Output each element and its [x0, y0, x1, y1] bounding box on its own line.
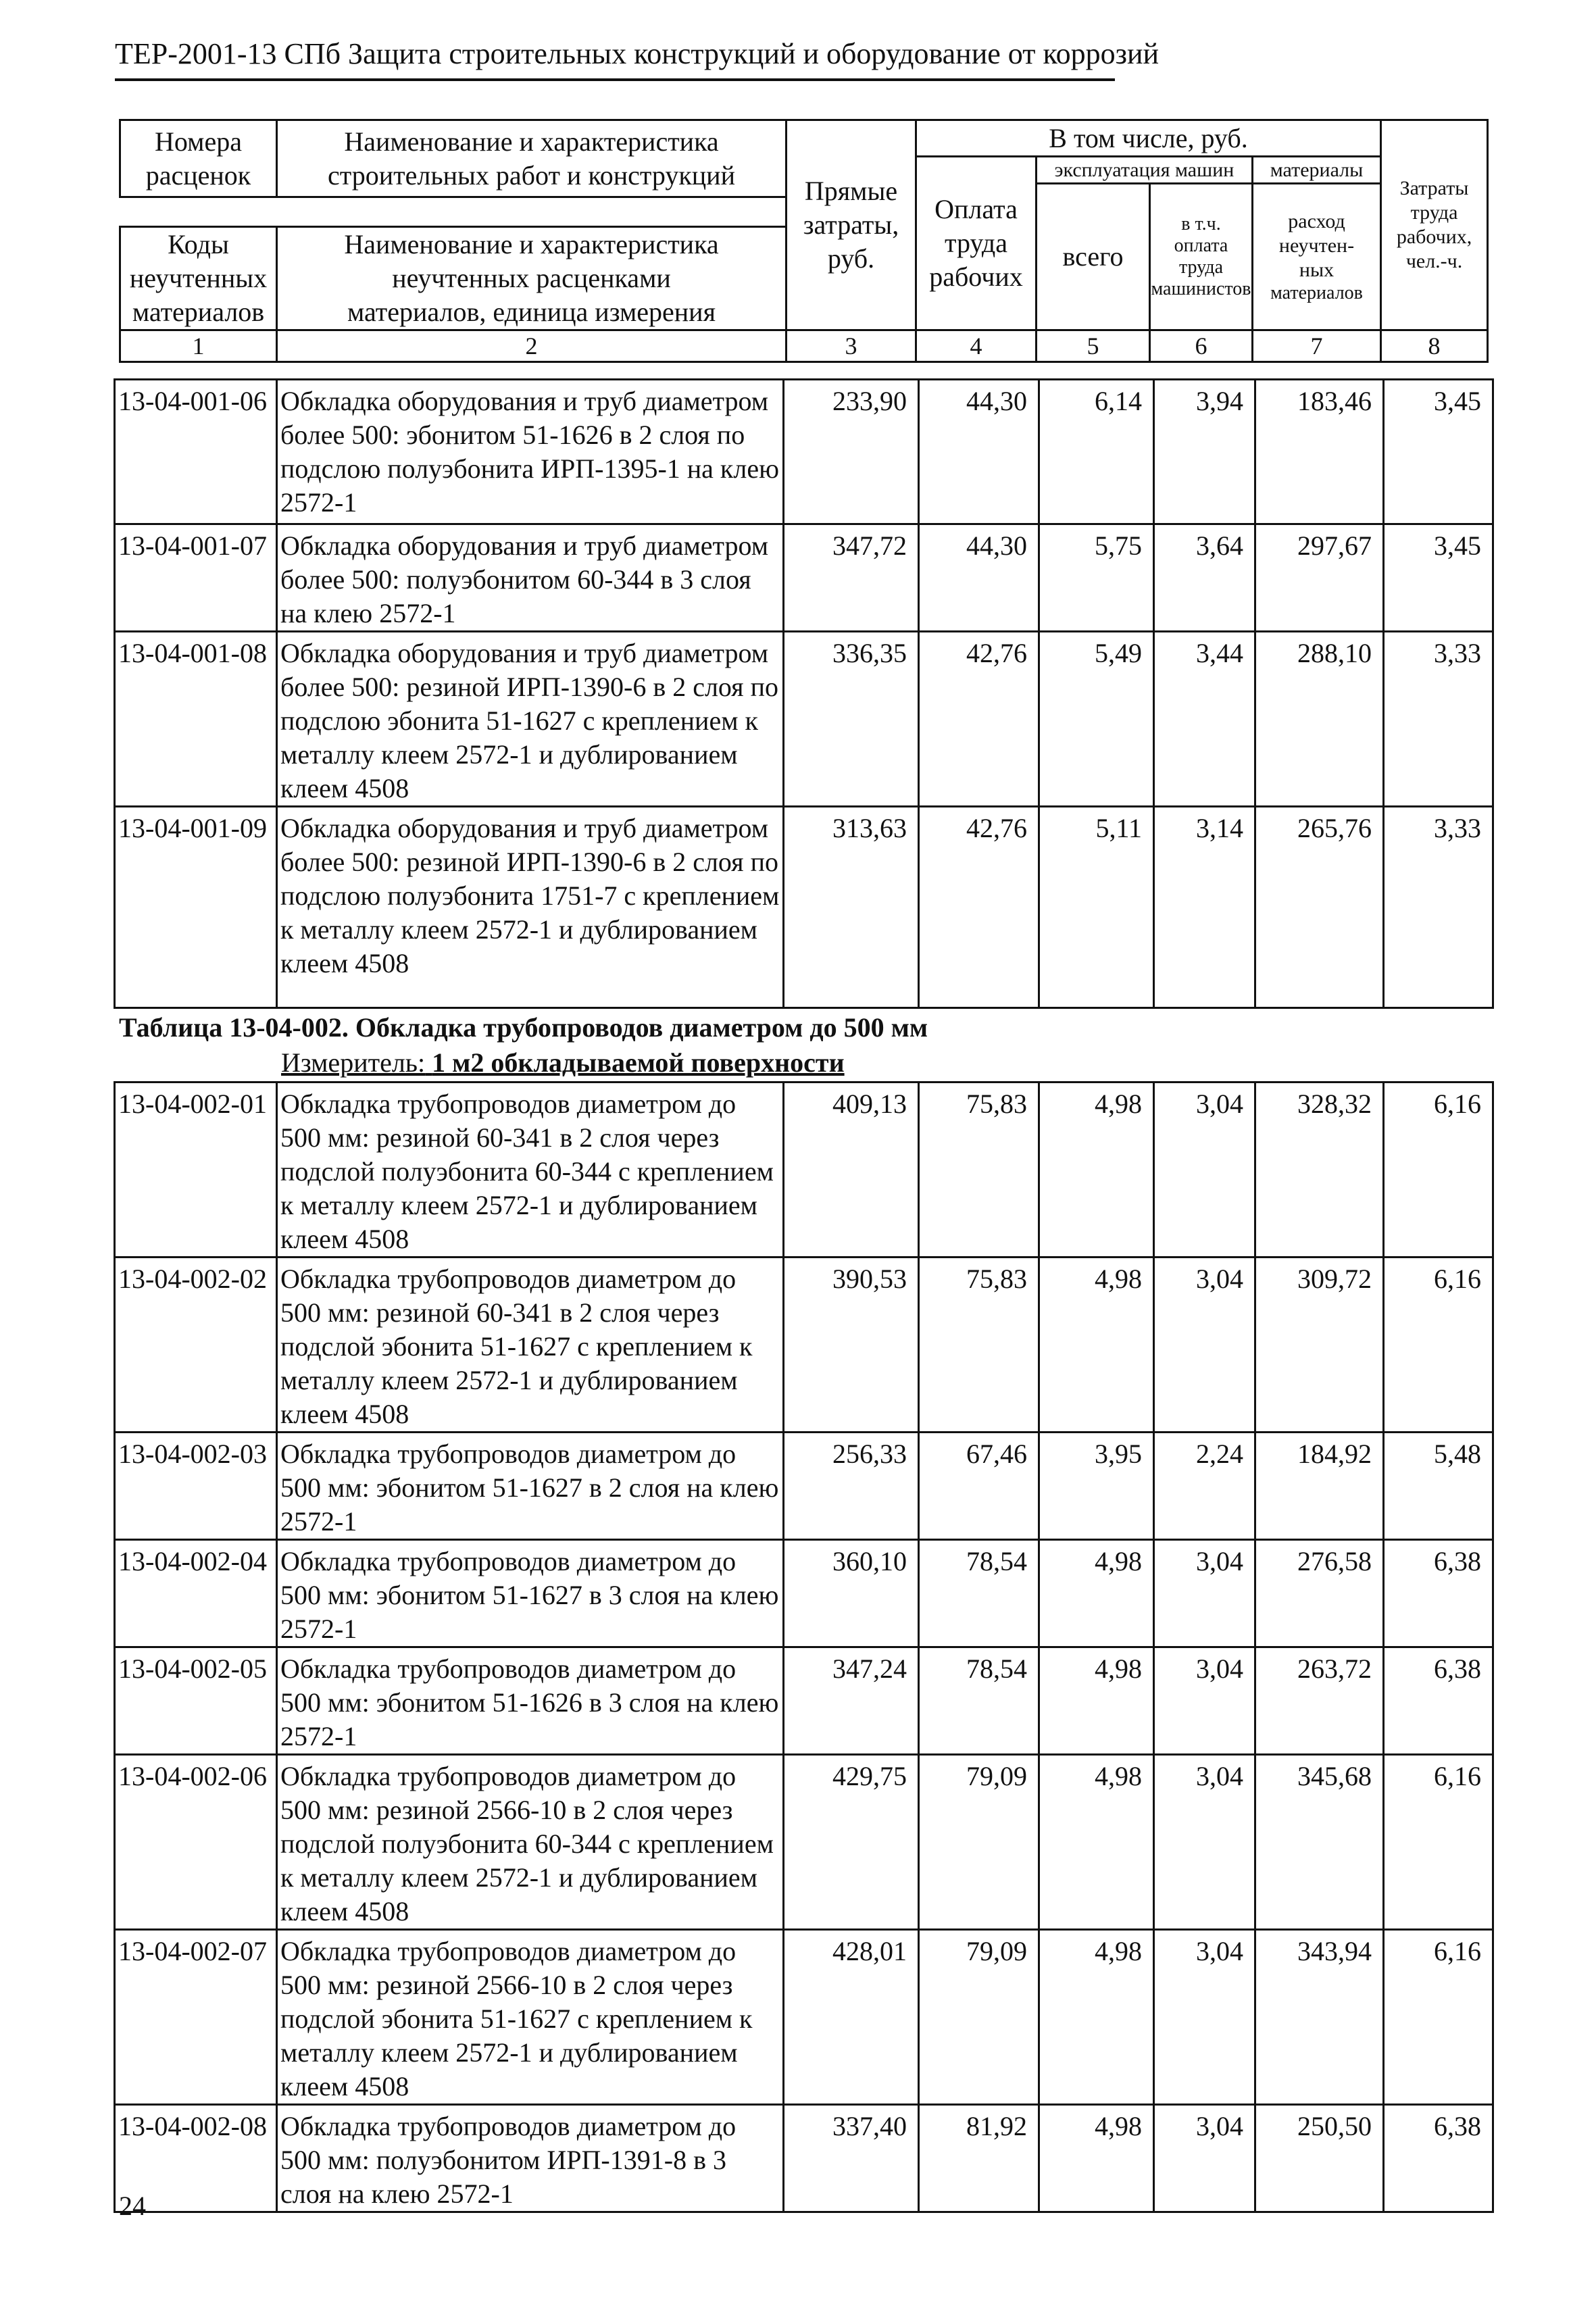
measure-label: Измеритель: [281, 1047, 426, 1078]
rate-name: Обкладка оборудования и труб диаметром более 500: эбонитом 51-1626 в 2 слоя по подслою полуэбонита ИРП-1395-1 на клею 2572-1 [277, 380, 784, 524]
direct-costs: 390,53 [784, 1258, 919, 1433]
materials: 276,58 [1255, 1540, 1384, 1647]
table-caption [119, 1011, 928, 1045]
rate-name: Обкладка оборудования и труб диаметром более 500: полуэбонитом 60-344 в 3 слоя на клею 2572-1 [277, 524, 784, 632]
machines-total: 4,98 [1039, 1647, 1154, 1755]
rate-name: Обкладка трубопроводов диаметром до 500 мм: эбонитом 51-1626 в 3 слоя на клею 2572-1 [277, 1647, 784, 1755]
direct-costs: 233,90 [784, 380, 919, 524]
machines-wage: 3,04 [1154, 1755, 1255, 1930]
wage: 79,09 [919, 1755, 1039, 1930]
machines-wage: 3,04 [1154, 1930, 1255, 2105]
rate-name: Обкладка трубопроводов диаметром до 500 мм: эбонитом 51-1627 в 3 слоя на клею 2572-1 [277, 1540, 784, 1647]
machines-wage: 3,14 [1154, 807, 1255, 1008]
direct-costs: 428,01 [784, 1930, 919, 2105]
measure-unit [281, 1046, 845, 1080]
materials: 183,46 [1255, 380, 1384, 524]
wage: 42,76 [919, 632, 1039, 807]
labor: 6,16 [1384, 1258, 1493, 1433]
materials: 250,50 [1255, 2105, 1384, 2212]
rate-name: Обкладка трубопроводов диаметром до 500 мм: резиной 60-341 в 2 слоя через подслой эбонита 51-1627 с креплением к металлу клеем 2572-1 и дублированием клеем 4508 [277, 1258, 784, 1433]
labor: 3,33 [1384, 632, 1493, 807]
direct-costs: 337,40 [784, 2105, 919, 2212]
materials: 328,32 [1255, 1082, 1384, 1258]
header-including: В том числе, руб. [916, 120, 1381, 157]
table-caption-label: Таблица 13-04-002. [119, 1012, 349, 1043]
labor: 6,38 [1384, 1647, 1493, 1755]
rates-table-001 [114, 378, 1494, 1009]
wage: 81,92 [919, 2105, 1039, 2212]
machines-wage: 3,04 [1154, 1082, 1255, 1258]
column-numbers-row: 1 2 3 4 5 6 7 8 [120, 330, 1488, 362]
table-row [115, 380, 1493, 524]
machines-total: 5,49 [1039, 632, 1154, 807]
labor: 5,48 [1384, 1433, 1493, 1540]
machines-total: 6,14 [1039, 380, 1154, 524]
page-header: ТЕР-2001-13 СПб Защита строительных конструкций и оборудование от коррозий [115, 34, 1115, 81]
materials: 343,94 [1255, 1930, 1384, 2105]
materials: 297,67 [1255, 524, 1384, 632]
wage: 78,54 [919, 1540, 1039, 1647]
rate-code: 13-04-002-07 [115, 1930, 277, 2105]
labor: 6,38 [1384, 2105, 1493, 2212]
rate-name: Обкладка трубопроводов диаметром до 500 мм: резиной 60-341 в 2 слоя через подслой полуэбонита 60-344 с креплением к металлу клеем 2572-1 и дублированием клеем 4508 [277, 1082, 784, 1258]
rate-name: Обкладка трубопроводов диаметром до 500 мм: резиной 2566-10 в 2 слоя через подслой эбонита 51-1627 с креплением к металлу клеем 2572-1 и дублированием клеем 4508 [277, 1930, 784, 2105]
materials: 184,92 [1255, 1433, 1384, 1540]
rate-code: 13-04-002-08 [115, 2105, 277, 2212]
header-labor: Затраты труда рабочих, чел.-ч. [1381, 120, 1488, 330]
table-row [115, 1258, 1493, 1433]
table-row [115, 1930, 1493, 2105]
materials: 265,76 [1255, 807, 1384, 1008]
direct-costs: 429,75 [784, 1755, 919, 1930]
machines-wage: 3,04 [1154, 1258, 1255, 1433]
machines-wage: 3,64 [1154, 524, 1255, 632]
machines-wage: 3,94 [1154, 380, 1255, 524]
rate-code: 13-04-002-06 [115, 1755, 277, 1930]
header-materials-sub: расход неучтен- ных материалов [1253, 184, 1381, 330]
labor: 6,16 [1384, 1755, 1493, 1930]
column-header-table [119, 119, 1489, 363]
rate-code: 13-04-002-02 [115, 1258, 277, 1433]
machines-wage: 3,04 [1154, 2105, 1255, 2212]
wage: 44,30 [919, 524, 1039, 632]
direct-costs: 313,63 [784, 807, 919, 1008]
rate-code: 13-04-001-09 [115, 807, 277, 1008]
rate-name: Обкладка трубопроводов диаметром до 500 мм: полуэбонитом ИРП-1391-8 в 3 слоя на клею 2572-1 [277, 2105, 784, 2212]
direct-costs: 347,24 [784, 1647, 919, 1755]
direct-costs: 360,10 [784, 1540, 919, 1647]
table-row [115, 524, 1493, 632]
machines-total: 5,11 [1039, 807, 1154, 1008]
wage: 75,83 [919, 1258, 1039, 1433]
machines-wage: 3,04 [1154, 1540, 1255, 1647]
machines-wage: 3,44 [1154, 632, 1255, 807]
wage: 78,54 [919, 1647, 1039, 1755]
rate-code: 13-04-002-05 [115, 1647, 277, 1755]
header-direct-costs: Прямые затраты, руб. [787, 120, 916, 330]
table-row [115, 1082, 1493, 1258]
header-codes-bottom: Коды неучтенных материалов [120, 227, 277, 330]
rate-name: Обкладка оборудования и труб диаметром более 500: резиной ИРП-1390-6 в 2 слоя по подслою полуэбонита 1751-7 с креплением к металлу клеем 2572-1 и дублированием клеем 4508 [277, 807, 784, 1008]
materials: 288,10 [1255, 632, 1384, 807]
rate-name: Обкладка оборудования и труб диаметром более 500: резиной ИРП-1390-6 в 2 слоя по подслою эбонита 51-1627 с креплением к металлу клеем 2572-1 и дублированием клеем 4508 [277, 632, 784, 807]
labor: 3,45 [1384, 380, 1493, 524]
header-materials: материалы [1253, 157, 1381, 184]
machines-total: 4,98 [1039, 1930, 1154, 2105]
rate-code: 13-04-002-04 [115, 1540, 277, 1647]
measure-value: 1 м2 обкладываемой поверхности [432, 1047, 845, 1078]
machines-total: 3,95 [1039, 1433, 1154, 1540]
machines-wage: 2,24 [1154, 1433, 1255, 1540]
header-name-bottom: Наименование и характеристика неучтенных расценками материалов, единица измерения [277, 227, 787, 330]
wage: 75,83 [919, 1082, 1039, 1258]
direct-costs: 347,72 [784, 524, 919, 632]
rate-name: Обкладка трубопроводов диаметром до 500 мм: эбонитом 51-1627 в 2 слоя на клею 2572-1 [277, 1433, 784, 1540]
direct-costs: 336,35 [784, 632, 919, 807]
header-machines-wage: в т.ч. оплата труда машинистов [1150, 184, 1253, 330]
header-wage: Оплата труда рабочих [916, 157, 1037, 330]
rate-name: Обкладка трубопроводов диаметром до 500 мм: резиной 2566-10 в 2 слоя через подслой полуэбонита 60-344 с креплением к металлу клеем 2572-1 и дублированием клеем 4508 [277, 1755, 784, 1930]
wage: 42,76 [919, 807, 1039, 1008]
machines-total: 4,98 [1039, 1540, 1154, 1647]
machines-total: 5,75 [1039, 524, 1154, 632]
labor: 6,38 [1384, 1540, 1493, 1647]
table-row [115, 2105, 1493, 2212]
labor: 3,45 [1384, 524, 1493, 632]
direct-costs: 409,13 [784, 1082, 919, 1258]
wage: 79,09 [919, 1930, 1039, 2105]
rates-table-002 [114, 1081, 1494, 2213]
wage: 67,46 [919, 1433, 1039, 1540]
header-name-top: Наименование и характеристика строительных работ и конструкций [277, 120, 787, 197]
machines-total: 4,98 [1039, 1755, 1154, 1930]
table-row [115, 1433, 1493, 1540]
table-row [115, 1647, 1493, 1755]
table-row [115, 1755, 1493, 1930]
materials: 309,72 [1255, 1258, 1384, 1433]
materials: 263,72 [1255, 1647, 1384, 1755]
labor: 6,16 [1384, 1082, 1493, 1258]
header-codes-top: Номера расценок [120, 120, 277, 197]
labor: 3,33 [1384, 807, 1493, 1008]
labor: 6,16 [1384, 1930, 1493, 2105]
header-machines: эксплуатация машин [1037, 157, 1253, 184]
rate-code: 13-04-001-06 [115, 380, 277, 524]
table-caption-title: Обкладка трубопроводов диаметром до 500 мм [355, 1012, 928, 1043]
header-machines-total: всего [1037, 184, 1150, 330]
rate-code: 13-04-002-01 [115, 1082, 277, 1258]
direct-costs: 256,33 [784, 1433, 919, 1540]
machines-total: 4,98 [1039, 2105, 1154, 2212]
rate-code: 13-04-001-08 [115, 632, 277, 807]
machines-total: 4,98 [1039, 1082, 1154, 1258]
rate-code: 13-04-002-03 [115, 1433, 277, 1540]
page-number: 24 [119, 2191, 146, 2221]
materials: 345,68 [1255, 1755, 1384, 1930]
table-row [115, 1540, 1493, 1647]
table-row [115, 632, 1493, 807]
machines-total: 4,98 [1039, 1258, 1154, 1433]
table-row [115, 807, 1493, 1008]
machines-wage: 3,04 [1154, 1647, 1255, 1755]
rate-code: 13-04-001-07 [115, 524, 277, 632]
wage: 44,30 [919, 380, 1039, 524]
